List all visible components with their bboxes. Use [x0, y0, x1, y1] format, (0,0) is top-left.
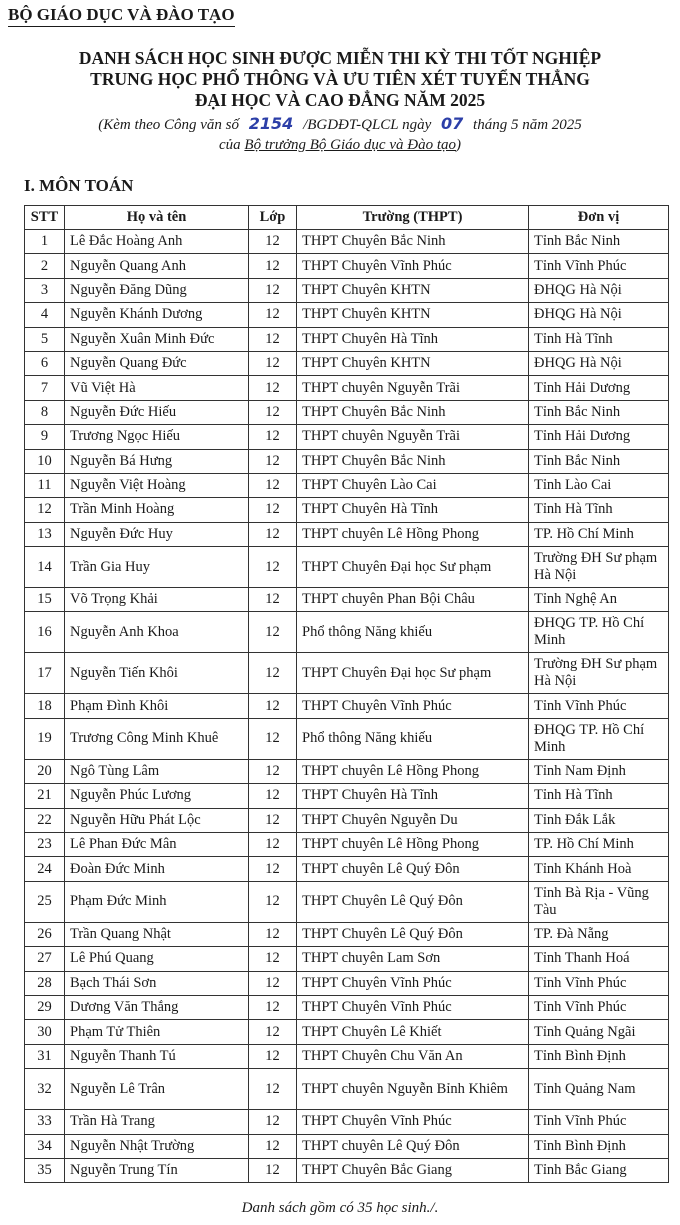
table-row [25, 808, 669, 832]
grade-cell: 12 [249, 522, 297, 546]
header-stt: STT [25, 206, 65, 230]
unit-cell: Tỉnh Bắc Ninh [529, 400, 669, 424]
title-line: DANH SÁCH HỌC SINH ĐƯỢC MIỄN THI KỲ THI TỐT NGHIỆP [78, 48, 602, 68]
table-row [25, 400, 669, 424]
school-cell: THPT chuyên Lê Quý Đôn [297, 857, 529, 881]
document-title [0, 48, 680, 111]
stt-cell: 11 [25, 473, 65, 497]
name-cell: Võ Trọng Khải [65, 588, 249, 612]
name-cell: Trần Minh Hoàng [65, 498, 249, 522]
header-name: Họ và tên [65, 206, 249, 230]
name-cell: Nguyễn Hữu Phát Lộc [65, 808, 249, 832]
unit-cell: Tỉnh Hà Tĩnh [529, 784, 669, 808]
table-row [25, 718, 669, 759]
table-row [25, 1158, 669, 1182]
stt-cell: 24 [25, 857, 65, 881]
footer-note: Danh sách gồm có 35 học sinh./. [241, 1200, 439, 1216]
name-cell: Trương Ngọc Hiếu [65, 425, 249, 449]
name-cell: Nguyễn Nhật Trường [65, 1134, 249, 1158]
subtitle-line2-post: ) [456, 137, 461, 153]
table-row [25, 881, 669, 922]
stt-cell: 13 [25, 522, 65, 546]
school-cell: THPT Chuyên Lê Quý Đôn [297, 922, 529, 946]
stt-cell: 29 [25, 995, 65, 1019]
table-row [25, 230, 669, 254]
table-row [25, 995, 669, 1019]
name-cell: Trương Công Minh Khuê [65, 718, 249, 759]
school-cell: THPT chuyên Lê Quý Đôn [297, 1134, 529, 1158]
subtitle-mid: /BGDĐT-QLCL ngày [303, 117, 432, 133]
stt-cell: 14 [25, 547, 65, 588]
stt-cell: 9 [25, 425, 65, 449]
grade-cell: 12 [249, 694, 297, 718]
stt-cell: 3 [25, 278, 65, 302]
school-cell: THPT Chuyên Hà Tĩnh [297, 327, 529, 351]
handwritten-doc-day: 07 [441, 114, 464, 133]
table-row [25, 784, 669, 808]
unit-cell: Tỉnh Bắc Giang [529, 1158, 669, 1182]
table-row [25, 1069, 669, 1110]
stt-cell: 17 [25, 653, 65, 694]
unit-cell: Tỉnh Bắc Ninh [529, 449, 669, 473]
title-line: TRUNG HỌC PHỔ THÔNG VÀ ƯU TIÊN XÉT TUYỂN THẲNG [90, 69, 590, 89]
name-cell: Phạm Đức Minh [65, 881, 249, 922]
unit-cell: Tỉnh Nghệ An [529, 588, 669, 612]
grade-cell: 12 [249, 400, 297, 424]
name-cell: Nguyễn Đăng Dũng [65, 278, 249, 302]
table-row [25, 971, 669, 995]
stt-cell: 10 [25, 449, 65, 473]
name-cell: Nguyễn Anh Khoa [65, 612, 249, 653]
grade-cell: 12 [249, 1158, 297, 1182]
grade-cell: 12 [249, 1110, 297, 1134]
grade-cell: 12 [249, 759, 297, 783]
document-subtitle [0, 114, 680, 155]
grade-cell: 12 [249, 1069, 297, 1110]
section-title: I. MÔN TOÁN [24, 176, 134, 195]
school-cell: THPT Chuyên Chu Văn An [297, 1044, 529, 1068]
school-cell: THPT Chuyên KHTN [297, 303, 529, 327]
table-row [25, 1020, 669, 1044]
unit-cell: Tỉnh Khánh Hoà [529, 857, 669, 881]
unit-cell: Tỉnh Bà Rịa - Vũng Tàu [529, 881, 669, 922]
subtitle-line2-pre: của [218, 137, 245, 153]
stt-cell: 8 [25, 400, 65, 424]
grade-cell: 12 [249, 588, 297, 612]
unit-cell: ĐHQG TP. Hồ Chí Minh [529, 718, 669, 759]
table-row [25, 1044, 669, 1068]
stt-cell: 26 [25, 922, 65, 946]
school-cell: THPT chuyên Nguyễn Trãi [297, 376, 529, 400]
subtitle-prefix: (Kèm theo Công văn số [98, 117, 240, 133]
school-cell: THPT Chuyên Vĩnh Phúc [297, 971, 529, 995]
header-unit: Đơn vị [529, 206, 669, 230]
stt-cell: 4 [25, 303, 65, 327]
unit-cell: Tỉnh Đắk Lắk [529, 808, 669, 832]
name-cell: Vũ Việt Hà [65, 376, 249, 400]
unit-cell: Tỉnh Vĩnh Phúc [529, 995, 669, 1019]
grade-cell: 12 [249, 1044, 297, 1068]
school-cell: THPT Chuyên KHTN [297, 278, 529, 302]
school-cell: THPT Chuyên Bắc Ninh [297, 449, 529, 473]
school-cell: THPT Chuyên Vĩnh Phúc [297, 254, 529, 278]
school-cell: THPT chuyên Lê Hồng Phong [297, 759, 529, 783]
grade-cell: 12 [249, 947, 297, 971]
name-cell: Dương Văn Thắng [65, 995, 249, 1019]
unit-cell: TP. Đà Nẵng [529, 922, 669, 946]
school-cell: THPT Chuyên Bắc Ninh [297, 400, 529, 424]
grade-cell: 12 [249, 254, 297, 278]
grade-cell: 12 [249, 833, 297, 857]
stt-cell: 25 [25, 881, 65, 922]
table-row [25, 522, 669, 546]
table-row [25, 1134, 669, 1158]
table-row [25, 694, 669, 718]
school-cell: THPT Chuyên Vĩnh Phúc [297, 995, 529, 1019]
school-cell: THPT Chuyên Lê Quý Đôn [297, 881, 529, 922]
unit-cell: ĐHQG Hà Nội [529, 278, 669, 302]
school-cell: THPT Chuyên Hà Tĩnh [297, 498, 529, 522]
unit-cell: Tỉnh Vĩnh Phúc [529, 694, 669, 718]
table-row [25, 449, 669, 473]
grade-cell: 12 [249, 971, 297, 995]
unit-cell: TP. Hồ Chí Minh [529, 833, 669, 857]
school-cell: THPT Chuyên Hà Tĩnh [297, 784, 529, 808]
unit-cell: Tỉnh Vĩnh Phúc [529, 1110, 669, 1134]
grade-cell: 12 [249, 653, 297, 694]
name-cell: Ngô Tùng Lâm [65, 759, 249, 783]
name-cell: Trần Hà Trang [65, 1110, 249, 1134]
name-cell: Nguyễn Việt Hoàng [65, 473, 249, 497]
grade-cell: 12 [249, 473, 297, 497]
table-body [25, 230, 669, 1183]
unit-cell: Tỉnh Bình Định [529, 1044, 669, 1068]
school-cell: THPT Chuyên Đại học Sư phạm [297, 547, 529, 588]
table-row [25, 351, 669, 375]
name-cell: Nguyễn Đức Hiếu [65, 400, 249, 424]
school-cell: THPT chuyên Phan Bội Châu [297, 588, 529, 612]
stt-cell: 23 [25, 833, 65, 857]
grade-cell: 12 [249, 547, 297, 588]
school-cell: THPT Chuyên Lào Cai [297, 473, 529, 497]
unit-cell: ĐHQG TP. Hồ Chí Minh [529, 612, 669, 653]
grade-cell: 12 [249, 498, 297, 522]
school-cell: THPT chuyên Nguyễn Trãi [297, 425, 529, 449]
name-cell: Nguyễn Lê Trân [65, 1069, 249, 1110]
table-row [25, 327, 669, 351]
stt-cell: 19 [25, 718, 65, 759]
unit-cell: Tỉnh Bắc Ninh [529, 230, 669, 254]
school-cell: THPT Chuyên Nguyễn Du [297, 808, 529, 832]
stt-cell: 2 [25, 254, 65, 278]
table-row [25, 759, 669, 783]
grade-cell: 12 [249, 351, 297, 375]
name-cell: Đoàn Đức Minh [65, 857, 249, 881]
grade-cell: 12 [249, 718, 297, 759]
header-grade: Lớp [249, 206, 297, 230]
grade-cell: 12 [249, 857, 297, 881]
stt-cell: 22 [25, 808, 65, 832]
name-cell: Bạch Thái Sơn [65, 971, 249, 995]
school-cell: THPT chuyên Lê Hồng Phong [297, 522, 529, 546]
school-cell: THPT chuyên Nguyễn Bỉnh Khiêm [297, 1069, 529, 1110]
unit-cell: ĐHQG Hà Nội [529, 303, 669, 327]
name-cell: Nguyễn Xuân Minh Đức [65, 327, 249, 351]
unit-cell: Tỉnh Thanh Hoá [529, 947, 669, 971]
table-row [25, 833, 669, 857]
grade-cell: 12 [249, 376, 297, 400]
stt-cell: 21 [25, 784, 65, 808]
school-cell: Phổ thông Năng khiếu [297, 612, 529, 653]
grade-cell: 12 [249, 1020, 297, 1044]
grade-cell: 12 [249, 612, 297, 653]
name-cell: Nguyễn Quang Anh [65, 254, 249, 278]
grade-cell: 12 [249, 784, 297, 808]
table-row [25, 653, 669, 694]
unit-cell: TP. Hồ Chí Minh [529, 522, 669, 546]
grade-cell: 12 [249, 425, 297, 449]
table-row [25, 1110, 669, 1134]
name-cell: Lê Đắc Hoàng Anh [65, 230, 249, 254]
name-cell: Lê Phú Quang [65, 947, 249, 971]
grade-cell: 12 [249, 327, 297, 351]
stt-cell: 35 [25, 1158, 65, 1182]
school-cell: THPT Chuyên Bắc Ninh [297, 230, 529, 254]
table-row [25, 425, 669, 449]
grade-cell: 12 [249, 278, 297, 302]
subtitle-line-1 [0, 114, 680, 135]
subtitle-authority: Bộ trưởng Bộ Giáo dục và Đào tạo [244, 137, 456, 153]
grade-cell: 12 [249, 808, 297, 832]
stt-cell: 30 [25, 1020, 65, 1044]
school-cell: THPT Chuyên KHTN [297, 351, 529, 375]
table-row [25, 922, 669, 946]
table-row [25, 498, 669, 522]
ministry-name: BỘ GIÁO DỤC VÀ ĐÀO TẠO [8, 4, 235, 27]
grade-cell: 12 [249, 303, 297, 327]
name-cell: Nguyễn Trung Tín [65, 1158, 249, 1182]
unit-cell: ĐHQG Hà Nội [529, 351, 669, 375]
table-row [25, 547, 669, 588]
stt-cell: 15 [25, 588, 65, 612]
stt-cell: 7 [25, 376, 65, 400]
unit-cell: Tỉnh Hải Dương [529, 376, 669, 400]
school-cell: THPT Chuyên Đại học Sư phạm [297, 653, 529, 694]
unit-cell: Tỉnh Quảng Nam [529, 1069, 669, 1110]
subtitle-suffix: tháng 5 năm 2025 [473, 117, 582, 133]
table-row [25, 254, 669, 278]
stt-cell: 32 [25, 1069, 65, 1110]
school-cell: THPT chuyên Lam Sơn [297, 947, 529, 971]
table-row [25, 588, 669, 612]
unit-cell: Trường ĐH Sư phạm Hà Nội [529, 653, 669, 694]
grade-cell: 12 [249, 922, 297, 946]
table-row [25, 376, 669, 400]
name-cell: Trần Gia Huy [65, 547, 249, 588]
unit-cell: Trường ĐH Sư phạm Hà Nội [529, 547, 669, 588]
name-cell: Nguyễn Thanh Tú [65, 1044, 249, 1068]
table-row [25, 303, 669, 327]
name-cell: Nguyễn Quang Đức [65, 351, 249, 375]
table-header-row [25, 206, 669, 230]
title-line: ĐẠI HỌC VÀ CAO ĐẲNG NĂM 2025 [194, 90, 486, 110]
unit-cell: Tỉnh Lào Cai [529, 473, 669, 497]
stt-cell: 28 [25, 971, 65, 995]
school-cell: THPT chuyên Lê Hồng Phong [297, 833, 529, 857]
table-row [25, 857, 669, 881]
school-cell: THPT Chuyên Bắc Giang [297, 1158, 529, 1182]
stt-cell: 33 [25, 1110, 65, 1134]
header-school: Trường (THPT) [297, 206, 529, 230]
stt-cell: 31 [25, 1044, 65, 1068]
grade-cell: 12 [249, 449, 297, 473]
school-cell: THPT Chuyên Lê Khiết [297, 1020, 529, 1044]
grade-cell: 12 [249, 881, 297, 922]
name-cell: Phạm Đình Khôi [65, 694, 249, 718]
subtitle-line-2 [0, 135, 680, 155]
grade-cell: 12 [249, 230, 297, 254]
table-row [25, 612, 669, 653]
unit-cell: Tỉnh Quảng Ngãi [529, 1020, 669, 1044]
stt-cell: 6 [25, 351, 65, 375]
unit-cell: Tỉnh Vĩnh Phúc [529, 254, 669, 278]
table-row [25, 947, 669, 971]
school-cell: Phổ thông Năng khiếu [297, 718, 529, 759]
stt-cell: 18 [25, 694, 65, 718]
stt-cell: 16 [25, 612, 65, 653]
stt-cell: 27 [25, 947, 65, 971]
stt-cell: 20 [25, 759, 65, 783]
unit-cell: Tỉnh Hà Tĩnh [529, 498, 669, 522]
stt-cell: 1 [25, 230, 65, 254]
name-cell: Lê Phan Đức Mân [65, 833, 249, 857]
stt-cell: 12 [25, 498, 65, 522]
grade-cell: 12 [249, 995, 297, 1019]
stt-cell: 34 [25, 1134, 65, 1158]
unit-cell: Tỉnh Bình Định [529, 1134, 669, 1158]
name-cell: Trần Quang Nhật [65, 922, 249, 946]
handwritten-doc-number: 2154 [248, 114, 294, 133]
grade-cell: 12 [249, 1134, 297, 1158]
unit-cell: Tỉnh Vĩnh Phúc [529, 971, 669, 995]
unit-cell: Tỉnh Hải Dương [529, 425, 669, 449]
student-table [24, 205, 669, 1183]
stt-cell: 5 [25, 327, 65, 351]
name-cell: Nguyễn Đức Huy [65, 522, 249, 546]
school-cell: THPT Chuyên Vĩnh Phúc [297, 694, 529, 718]
name-cell: Nguyễn Phúc Lương [65, 784, 249, 808]
table-row [25, 278, 669, 302]
name-cell: Nguyễn Bá Hưng [65, 449, 249, 473]
unit-cell: Tỉnh Hà Tĩnh [529, 327, 669, 351]
name-cell: Nguyễn Khánh Dương [65, 303, 249, 327]
table-row [25, 473, 669, 497]
unit-cell: Tỉnh Nam Định [529, 759, 669, 783]
name-cell: Phạm Tử Thiên [65, 1020, 249, 1044]
school-cell: THPT Chuyên Vĩnh Phúc [297, 1110, 529, 1134]
name-cell: Nguyễn Tiến Khôi [65, 653, 249, 694]
